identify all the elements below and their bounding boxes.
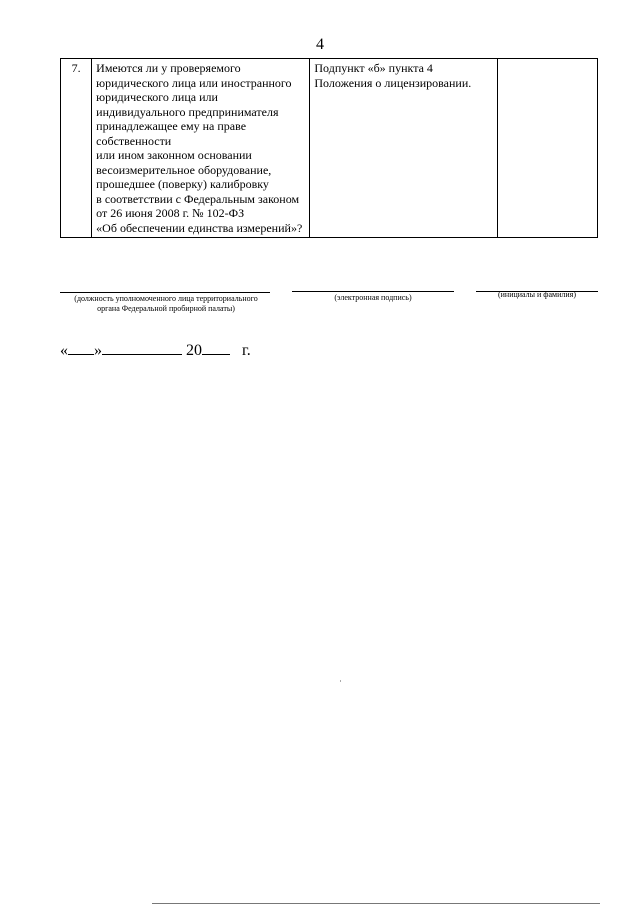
question-line: юридического лица или (96, 90, 218, 104)
scan-speck (340, 680, 341, 682)
reference-cell (310, 59, 498, 238)
result-cell (498, 59, 598, 238)
month-blank (102, 340, 182, 355)
esign-caption: (электронная подпись) (334, 293, 412, 302)
esign-line (292, 291, 454, 292)
question-line: или ином законном основании (96, 148, 252, 162)
position-signature-line (60, 292, 270, 293)
year-blank (202, 340, 230, 355)
question-line: весоизмерительное оборудование, (96, 162, 272, 177)
reference-line: Подпункт «б» пункта 4 (314, 61, 433, 75)
page-number: 4 (316, 36, 324, 53)
date-close-quote: » (94, 342, 102, 359)
checklist-table (60, 58, 598, 238)
day-blank (68, 340, 94, 355)
reference-line: Положения о лицензировании. (314, 75, 472, 90)
position-caption-line2: органа Федеральной пробирной палаты) (97, 304, 235, 313)
bottom-edge-line (152, 903, 600, 904)
name-caption: (инициалы и фамилия) (497, 290, 577, 299)
date-line (60, 340, 251, 360)
question-line: прошедшее (поверку) калибровку (96, 177, 269, 191)
question-line: от 26 июня 2008 г. № 102-ФЗ (96, 206, 245, 220)
question-line: в соответствии с Федеральным законом (96, 191, 300, 206)
question-line: принадлежащее ему на праве (96, 119, 247, 133)
row-number-cell: 7. (61, 59, 92, 238)
year-prefix: 20 (186, 342, 202, 359)
question-cell (92, 59, 310, 238)
table-row (61, 59, 598, 238)
date-open-quote: « (60, 342, 68, 359)
question-line: юридического лица или иностранного (96, 75, 292, 90)
question-line: индивидуального предпринимателя (96, 104, 279, 119)
year-suffix: г. (242, 342, 251, 359)
question-line: Имеются ли у проверяемого (96, 61, 241, 75)
question-line: собственности (96, 133, 172, 148)
position-caption (60, 294, 272, 314)
position-caption-line1: (должность уполномоченного лица территориального (74, 294, 258, 303)
question-line: «Об обеспечении единства измерений»? (96, 220, 303, 235)
